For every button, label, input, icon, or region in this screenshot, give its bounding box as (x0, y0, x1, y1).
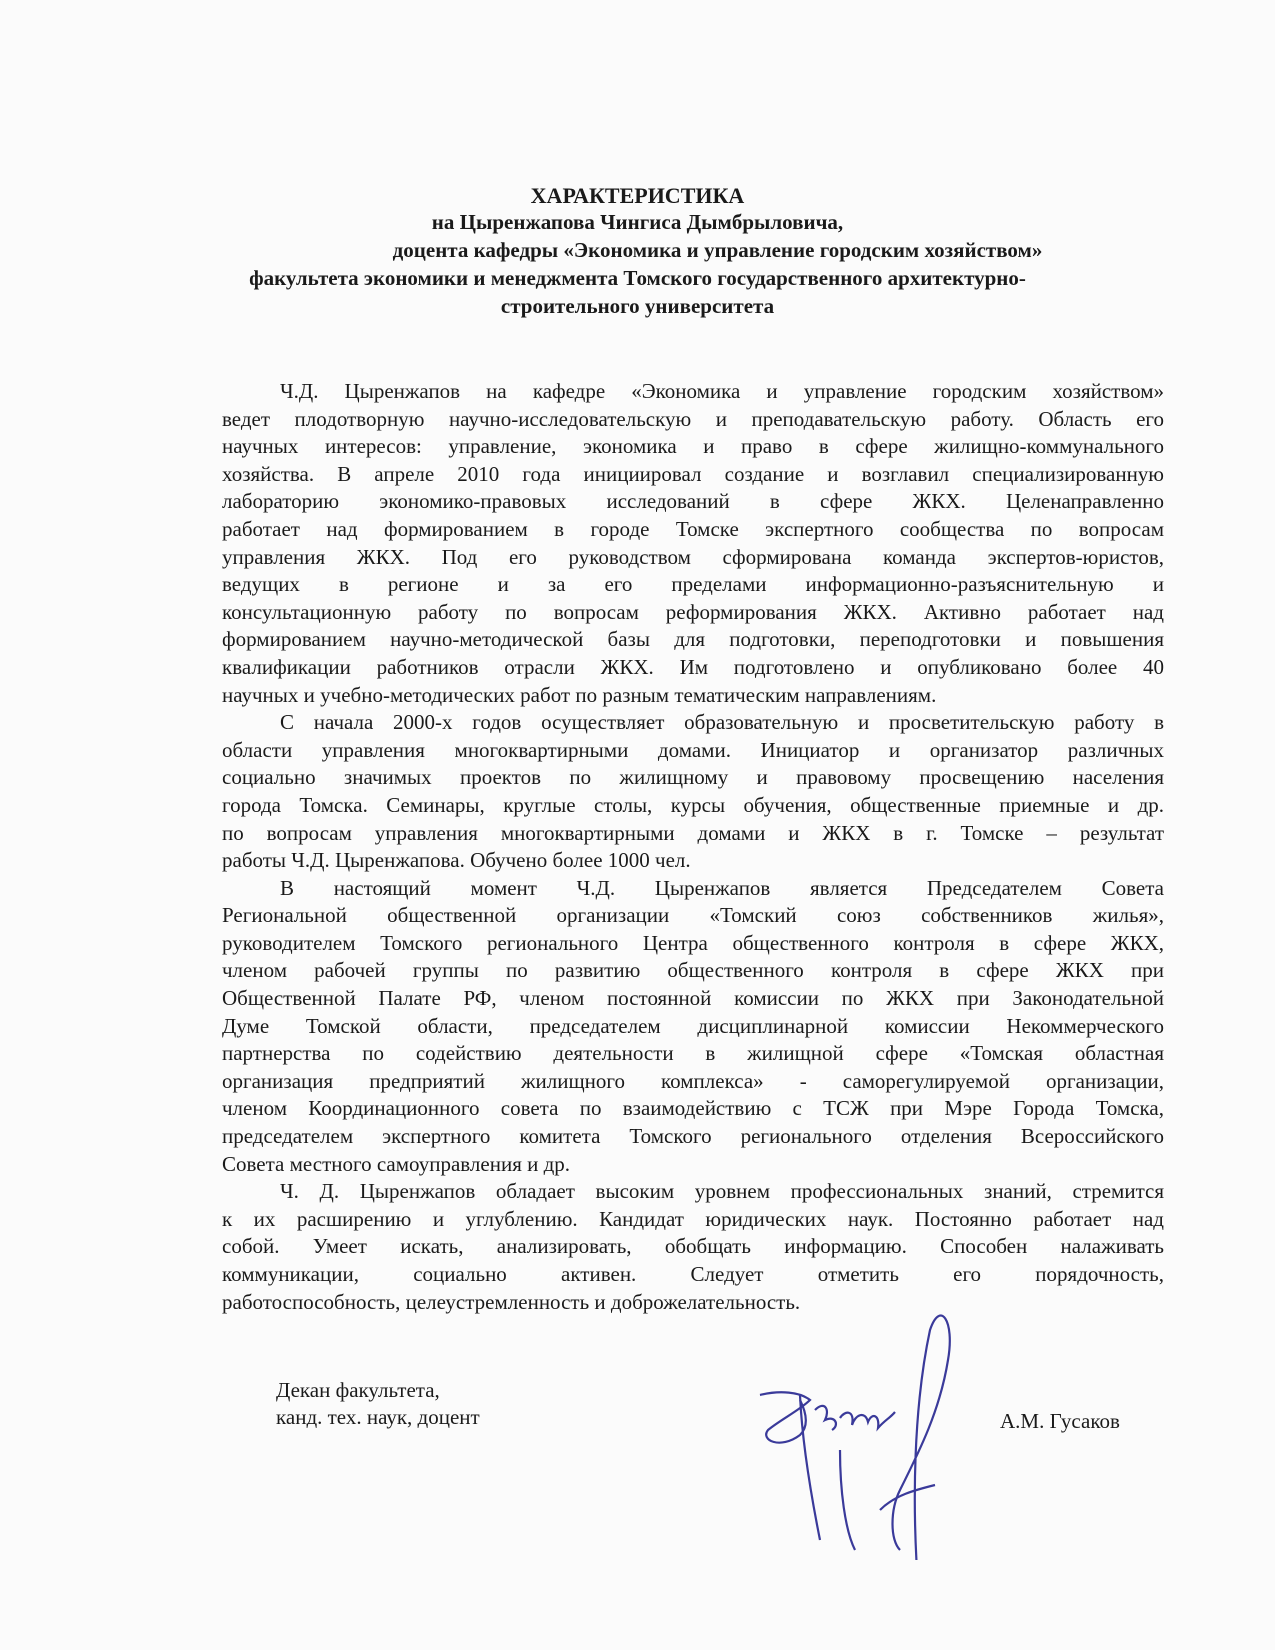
paragraph-line: формированием научно-методической базы для подготовки, переподготовки и повышения (222, 627, 1164, 652)
paragraph-line: научных интересов: управление, экономика и право в сфере жилищно-коммунального (222, 434, 1164, 459)
paragraph-line: работает над формированием в городе Томске экспертного сообщества по вопросам (222, 516, 1164, 541)
paragraph-line: квалификации работников отрасли ЖКХ. Им подготовлено и опубликовано более 40 (222, 654, 1164, 679)
paragraph-line: Ч. Д. Цыренжапов обладает высоким уровнем профессиональных знаний, стремится (280, 1179, 1164, 1204)
paragraph-line: коммуникации, социально активен. Следует отметить его порядочность, (222, 1262, 1164, 1286)
paragraph-line: С начала 2000-х годов осуществляет образовательную и просветительскую работу в (280, 710, 1164, 735)
paragraph-line: к их расширению и углублению. Кандидат юридических наук. Постоянно работает над (222, 1206, 1164, 1231)
document-body (222, 378, 1164, 1316)
paragraph-line: работоспособность, целеустремленность и доброжелательность. (222, 1289, 801, 1314)
paragraph-line: руководителем Томского регионального Центра общественного контроля в сфере ЖКХ, (222, 930, 1164, 955)
paragraph-line: Общественной Палате РФ, членом постоянной комиссии по ЖКХ при Законодательной (222, 986, 1164, 1011)
paragraph-line: города Томска. Семинары, круглые столы, курсы обучения, общественные приемные и др. (222, 792, 1164, 817)
paragraph-line: по вопросам управления многоквартирными домами и ЖКХ в г. Томске – результат (222, 820, 1164, 845)
paragraph-line: лабораторию экономико-правовых исследований в сфере ЖКХ. Целенаправленно (222, 489, 1164, 514)
paragraph-line: хозяйства. В апреле 2010 года инициировал создание и возглавил специализированную (222, 461, 1164, 486)
subject-position: доцента кафедры «Экономика и управление городским хозяйством» (392, 238, 1043, 262)
paragraph-line: работы Ч.Д. Цыренжапова. Обучено более 1000 чел. (222, 848, 691, 873)
paragraph-line: председателем экспертного комитета Томского регионального отделения Всероссийского (222, 1124, 1164, 1149)
paragraph-line: В настоящий момент Ч.Д. Цыренжапов является Председателем Совета (280, 875, 1164, 900)
paragraph-line: организация предприятий жилищного комплекса» - саморегулируемой организации, (222, 1068, 1164, 1093)
paragraph-line: членом Координационного совета по взаимодействию с ТСЖ при Мэре Города Томска, (222, 1096, 1164, 1121)
paragraph-line: управления ЖКХ. Под его руководством сформирована команда экспертов-юристов, (222, 544, 1164, 569)
paragraph-line: консультационную работу по вопросам реформирования ЖКХ. Активно работает над (222, 599, 1164, 624)
paragraph-line: области управления многоквартирными домами. Инициатор и организатор различных (222, 737, 1164, 762)
paragraph-line: социально значимых проектов по жилищному и правовому просвещению населения (222, 765, 1164, 790)
subject-faculty: факультета экономики и менеджмента Томского государственного архитектурно- (249, 266, 1026, 290)
paragraph-line: Совета местного самоуправления и др. (222, 1151, 571, 1176)
paragraph-line: научных и учебно-методических работ по разным тематическим направлениям. (222, 682, 937, 707)
signer-degree: канд. тех. наук, доцент (276, 1405, 480, 1429)
paragraph-line: ведущих в регионе и за его пределами информационно-разъяснительную и (222, 572, 1164, 597)
subject-name: на Цыренжапова Чингиса Дымбрыловича, (431, 210, 844, 234)
paragraph-line: Региональной общественной организации «Томский союз собственников жилья», (222, 903, 1164, 928)
paragraph-line: ведет плодотворную научно-исследовательскую и преподавательскую работу. Область его (222, 406, 1164, 431)
signer-name: А.М. Гусаков (1000, 1409, 1120, 1433)
paragraph-line: Думе Томской области, председателем дисциплинарной комиссии Некоммерческого (222, 1013, 1164, 1038)
subject-university: строительного университета (500, 294, 775, 318)
paragraph-line: собой. Умеет искать, анализировать, обобщать информацию. Способен налаживать (222, 1234, 1164, 1259)
document-title: ХАРАКТЕРИСТИКА (530, 183, 745, 208)
handwritten-signature (740, 1300, 960, 1560)
paragraph-line: членом рабочей группы по развитию общественного контроля в сфере ЖКХ при (222, 958, 1164, 983)
paragraph-line: Ч.Д. Цыренжапов на кафедре «Экономика и управление городским хозяйством» (280, 379, 1164, 403)
paragraph-line: партнерства по содействию деятельности в жилищной сфере «Томская областная (222, 1041, 1164, 1066)
signer-position: Декан факультета, (276, 1378, 440, 1402)
